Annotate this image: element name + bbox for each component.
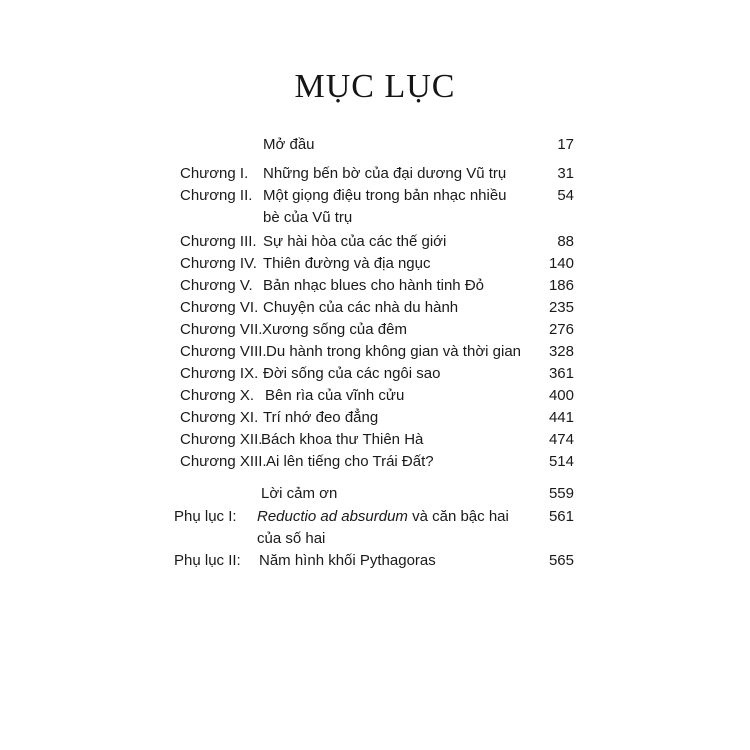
entry-title: Thiên đường và địa ngục xyxy=(263,255,431,272)
entry-page: 54 xyxy=(557,187,574,204)
entry-label: Phụ lục II: xyxy=(174,552,241,569)
toc-entry-chapter-4 xyxy=(0,253,750,275)
entry-label: Chương IV. xyxy=(180,255,257,272)
toc-entry-chapter-5 xyxy=(0,275,750,297)
toc-entry-chapter-1 xyxy=(0,163,750,185)
toc-entry-intro xyxy=(0,134,750,156)
toc-entry-acknowledgements xyxy=(0,483,750,505)
entry-title: Chuyện của các nhà du hành xyxy=(263,299,459,316)
entry-page: 559 xyxy=(548,485,574,502)
entry-page: 474 xyxy=(548,431,574,448)
entry-page: 361 xyxy=(548,365,574,382)
entry-label: Phụ lục I: xyxy=(174,508,237,525)
toc-entry-chapter-7 xyxy=(0,319,750,341)
toc-entry-chapter-2 xyxy=(0,185,750,207)
entry-page: 235 xyxy=(548,299,574,316)
entry-title: Trí nhớ đeo đẳng xyxy=(263,409,379,426)
toc-entry-appendix-2 xyxy=(0,550,750,572)
toc-entry-chapter-8 xyxy=(0,341,750,363)
entry-title xyxy=(257,506,509,528)
entry-label: Chương X. xyxy=(180,387,255,404)
entry-label: Chương VII. xyxy=(180,321,263,338)
entry-title-continuation: của số hai xyxy=(257,530,326,547)
entry-title: Bách khoa thư Thiên Hà xyxy=(261,431,424,448)
entry-title: Ai lên tiếng cho Trái Đất? xyxy=(266,453,434,470)
toc-entry-chapter-13 xyxy=(0,451,750,473)
toc-entry-appendix-1 xyxy=(0,506,750,528)
entry-page: 276 xyxy=(548,321,574,338)
entry-title: Du hành trong không gian và thời gian xyxy=(266,343,522,360)
entry-label: Chương VI. xyxy=(180,299,259,316)
entry-page: 400 xyxy=(548,387,574,404)
entry-label: Chương II. xyxy=(180,187,253,204)
entry-title: Lời cảm ơn xyxy=(261,485,338,502)
toc-entry-chapter-2-cont xyxy=(0,207,750,229)
entry-page: 565 xyxy=(548,552,574,569)
entry-page: 140 xyxy=(548,255,574,272)
entry-title: Sự hài hòa của các thế giới xyxy=(263,233,447,250)
toc-entry-chapter-10 xyxy=(0,385,750,407)
entry-label: Chương V. xyxy=(180,277,253,294)
entry-label: Chương III. xyxy=(180,233,257,250)
entry-title: Bản nhạc blues cho hành tinh Đỏ xyxy=(263,277,484,294)
toc-entry-chapter-3 xyxy=(0,231,750,253)
entry-label: Chương XIII. xyxy=(180,453,267,470)
entry-title: Năm hình khối Pythagoras xyxy=(259,552,436,569)
entry-title-continuation: bè của Vũ trụ xyxy=(263,209,353,226)
entry-title: Bên rìa của vĩnh cửu xyxy=(265,387,405,404)
toc-entry-chapter-12 xyxy=(0,429,750,451)
toc-entry-appendix-1-cont xyxy=(0,528,750,550)
entry-title-rest: và căn bậc hai xyxy=(407,508,509,525)
entry-page: 514 xyxy=(548,453,574,470)
entry-label: Chương IX. xyxy=(180,365,259,382)
entry-page: 31 xyxy=(557,165,574,182)
entry-label: Chương XII. xyxy=(180,431,263,448)
entry-label: Chương I. xyxy=(180,165,249,182)
entry-page: 441 xyxy=(548,409,574,426)
entry-label: Chương XI. xyxy=(180,409,259,426)
entry-title: Đời sống của các ngôi sao xyxy=(263,365,441,382)
entry-title: Một giọng điệu trong bản nhạc nhiều xyxy=(263,187,507,204)
entry-page: 561 xyxy=(548,508,574,525)
toc-entry-chapter-9 xyxy=(0,363,750,385)
page-title: MỤC LỤC xyxy=(294,68,456,105)
entry-title-italic: Reductio ad absurdum xyxy=(257,508,408,525)
toc-entry-chapter-11 xyxy=(0,407,750,429)
entry-page: 88 xyxy=(557,233,574,250)
entry-label: Chương VIII. xyxy=(180,343,267,360)
entry-page: 186 xyxy=(548,277,574,294)
toc-entry-chapter-6 xyxy=(0,297,750,319)
entry-title: Mở đầu xyxy=(263,136,315,153)
entry-page: 328 xyxy=(548,343,574,360)
entry-title: Xương sống của đêm xyxy=(262,321,407,338)
entry-title: Những bến bờ của đại dương Vũ trụ xyxy=(263,165,507,182)
entry-page: 17 xyxy=(557,136,574,153)
